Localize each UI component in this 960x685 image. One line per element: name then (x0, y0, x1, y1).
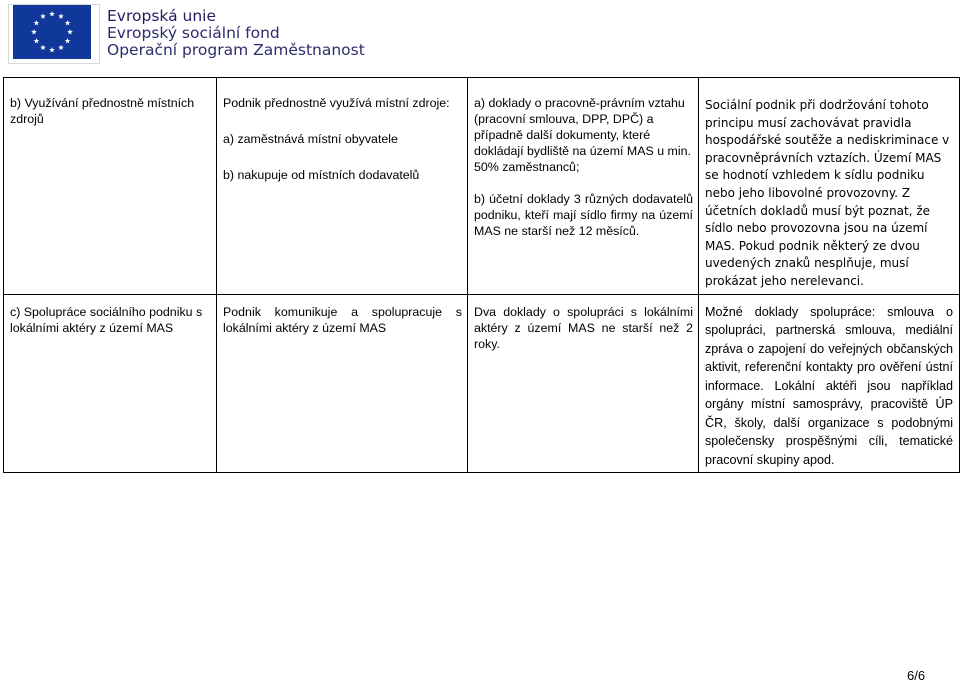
flag-star-icon (65, 20, 71, 25)
table-row (4, 294, 960, 473)
header-line-eu: Evropská unie (107, 7, 217, 25)
page-number: 6/6 (907, 668, 926, 683)
criteria-table (3, 77, 960, 473)
flag-star-icon (31, 29, 37, 34)
table-cell (217, 78, 468, 295)
flag-star-icon (58, 13, 64, 18)
flag-star-icon (65, 38, 71, 43)
cell-paragraph: Podnik přednostně využívá místní zdroje: (223, 96, 450, 110)
flag-star-icon (67, 29, 73, 34)
cell-paragraph: Dva doklady o spolupráci s lokálními aktéry z území MAS ne starší než 2 roky. (474, 304, 693, 351)
flag-star-icon (40, 45, 46, 50)
table-cell (468, 294, 699, 473)
flag-star-icon (49, 11, 55, 16)
cell-paragraph: Podnik komunikuje a spolupracuje s lokálními aktéry z území MAS (223, 304, 462, 335)
table-cell (699, 294, 960, 473)
eu-flag-icon (13, 5, 91, 59)
table-cell (4, 294, 217, 473)
table-cell (699, 78, 960, 295)
org-header (107, 8, 365, 59)
table-cell (217, 294, 468, 473)
cell-paragraph: a) doklady o pracovně-právním vztahu (pracovní smlouva, DPP, DPČ) a případně další dokumenty, které dokládají bydliště na území MAS u min. 50% zaměstnanců; (474, 96, 691, 174)
flag-star-icon (58, 45, 64, 50)
flag-star-icon (49, 47, 55, 52)
criterion-title: c) Spolupráce sociálního podniku s lokálními aktéry z území MAS (10, 304, 203, 335)
criterion-title: b) Využívání přednostně místních zdrojů (10, 96, 195, 126)
table-row (4, 78, 960, 295)
cell-paragraph: Možné doklady spolupráce: smlouva o spolupráci, partnerská smlouva, mediální zpráva o zapojení do veřejných občanských aktivit, referenční kontakty pro ověření ústní informace. Lokální aktéři jsou například orgány místní samosprávy, pracoviště ÚP ČR, školy, další organizace s podobnými společensky prospěšnými cíli, tematické pracovní skupiny apod. (705, 304, 953, 467)
flag-star-icon (34, 38, 40, 43)
header-line-program: Operační program Zaměstnanost (107, 41, 365, 59)
cell-paragraph: a) zaměstnává místní obyvatele (223, 132, 398, 146)
cell-paragraph: Sociální podnik při dodržování tohoto principu musí zachovávat pravidla hospodářské soutěže a nediskriminace v pracovněprávních vztazích. Území MAS se hodnotí vzhledem k sídlu podniku nebo jeho libovolné provozovny. Z účetních dokladů musí být poznat, že sídlo nebo provozovna jsou na území MAS. Pokud podnik některý ze dvou uvedených znaků nesplňuje, musí prokázat jeho nerelevanci. (705, 98, 950, 288)
table-cell (468, 78, 699, 295)
cell-paragraph: b) nakupuje od místních dodavatelů (223, 168, 420, 182)
header-line-esf: Evropský sociální fond (107, 24, 280, 42)
table-cell (4, 78, 217, 295)
flag-star-icon (34, 20, 40, 25)
flag-star-icon (40, 13, 46, 18)
cell-paragraph: b) účetní doklady 3 různých dodavatelů podniku, kteří mají sídlo firmy na území MAS ne starší než 12 měsíců. (474, 192, 693, 238)
